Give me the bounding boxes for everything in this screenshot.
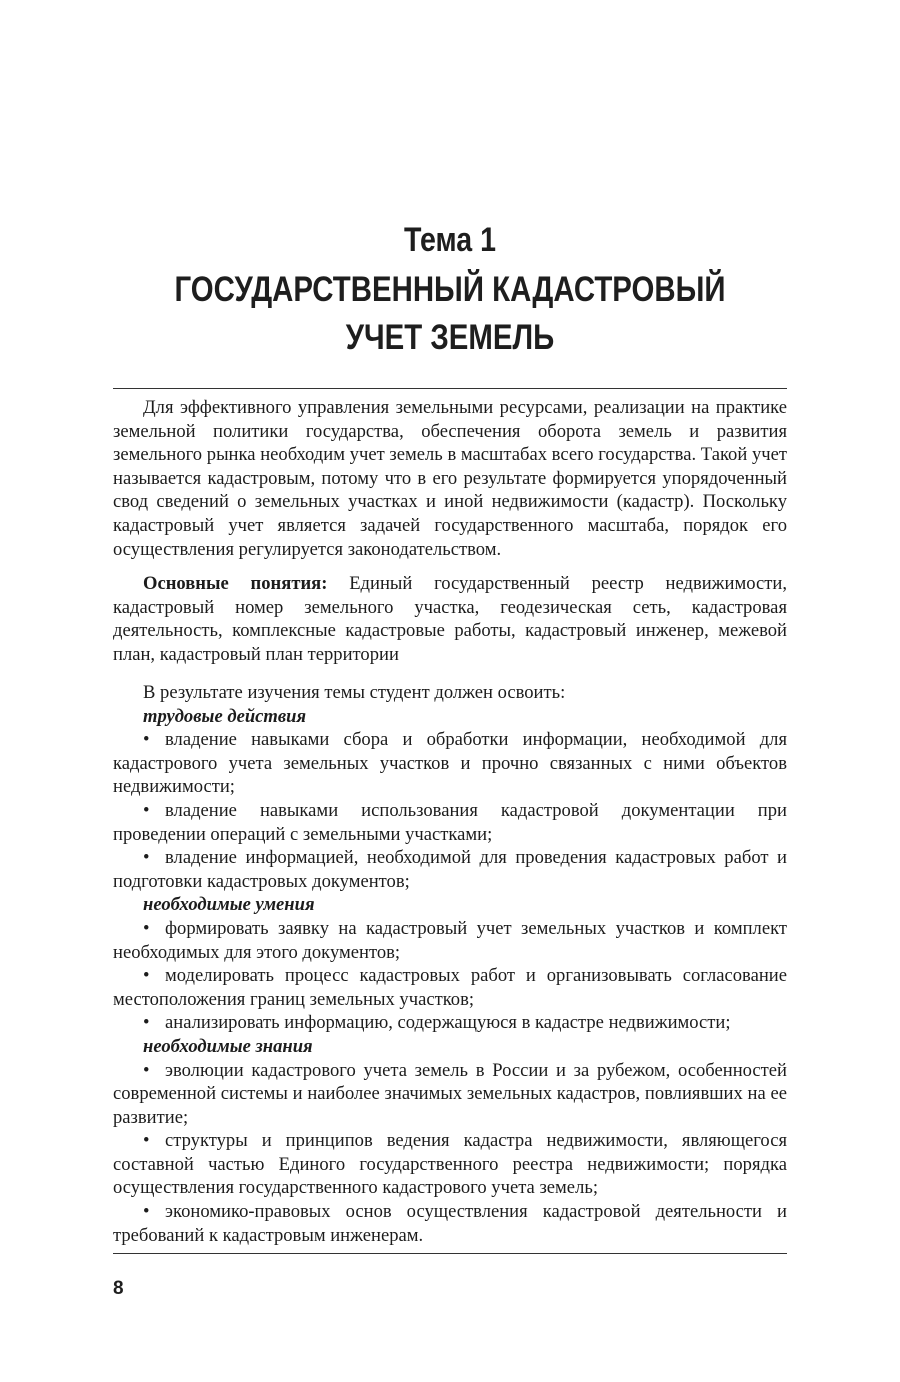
outcomes-block — [113, 681, 787, 1247]
list-item: • экономико-правовых основ осуществления кадастровой деятельности и требований к кадастровым инженерам. — [113, 1201, 787, 1246]
bullet-icon: • — [143, 729, 150, 751]
list-item: • владение навыками сбора и обработки информации, необходимой для кадастрового учета земельных участков и прочно связанных с ними объектов недвижимости; — [113, 729, 787, 798]
bullet-icon: • — [143, 1012, 150, 1034]
list-item: • эволюции кадастрового учета земель в России и за рубежом, особенностей современной системы и наиболее значимых земельных кадастров, повлиявших на ее развитие; — [113, 1059, 787, 1128]
bullet-icon: • — [143, 917, 150, 939]
key-concepts-block — [113, 572, 787, 666]
bullet-icon: • — [143, 847, 150, 869]
list-item: • формировать заявку на кадастровый учет земельных участков и комплект необходимых для этого документов; — [113, 917, 787, 963]
top-divider — [113, 388, 787, 389]
bullet-icon: • — [143, 1201, 150, 1223]
list-item: • анализировать информацию, содержащуюся в кадастре недвижимости; — [143, 1012, 731, 1034]
intro-paragraph: Для эффективного управления земельными ресурсами, реализации на практике земельной политики государства, обеспечения оборота земель и развития земельного рынка необходим учет земель в масштабах всего государства. Такой учет называется кадастровым, потому что в его результате формируется упорядоченный свод сведений о земельных участках и иной недвижимости (кадастр). Поскольку кадастровый учет является задачей государственного масштаба, порядок его осуществления регулируется законодательством. — [113, 397, 787, 560]
list-item: • владение навыками использования кадастровой документации при проведении операций с земельными участками; — [113, 799, 787, 845]
topic-label: Тема 1 — [403, 221, 496, 259]
list-item: • моделировать процесс кадастровых работ и организовывать согласование местоположения границ земельных участков; — [113, 965, 787, 1010]
bullet-icon: • — [143, 1130, 150, 1152]
list-item: • владение информацией, необходимой для проведения кадастровых работ и подготовки кадастровых документов; — [113, 847, 787, 892]
key-concepts-label: Основные понятия: — [143, 573, 328, 594]
bullet-icon: • — [143, 1059, 150, 1081]
section-title-labor-actions: трудовые действия — [143, 705, 307, 727]
list-item: • структуры и принципов ведения кадастра недвижимости, являющегося составной частью Единого государственного реестра недвижимости; порядка осуществления государственного кадастрового учета земель; — [113, 1130, 787, 1199]
key-concepts-paragraph — [113, 572, 787, 666]
chapter-title-line-1: ГОСУДАРСТВЕННЫЙ КАДАСТРОВЫЙ — [174, 270, 726, 309]
bullet-icon: • — [143, 965, 150, 987]
section-title-required-skills: необходимые умения — [143, 894, 315, 916]
page-number: 8 — [113, 1278, 124, 1299]
key-concepts-text: Единый государственный реестр недвижимости, кадастровый номер земельного участка, геодезическая сеть, кадастровая деятельность, комплексные кадастровые работы, кадастровый инженер, межевой план, кадастровый план территории — [113, 573, 787, 665]
intro-block — [113, 396, 787, 561]
chapter-title-line-2: УЧЕТ ЗЕМЕЛЬ — [345, 318, 555, 357]
bottom-divider — [113, 1253, 787, 1254]
bullet-icon: • — [143, 799, 150, 821]
outcomes-lead: В результате изучения темы студент должен освоить: — [143, 682, 566, 703]
section-title-required-knowledge: необходимые знания — [143, 1035, 313, 1057]
